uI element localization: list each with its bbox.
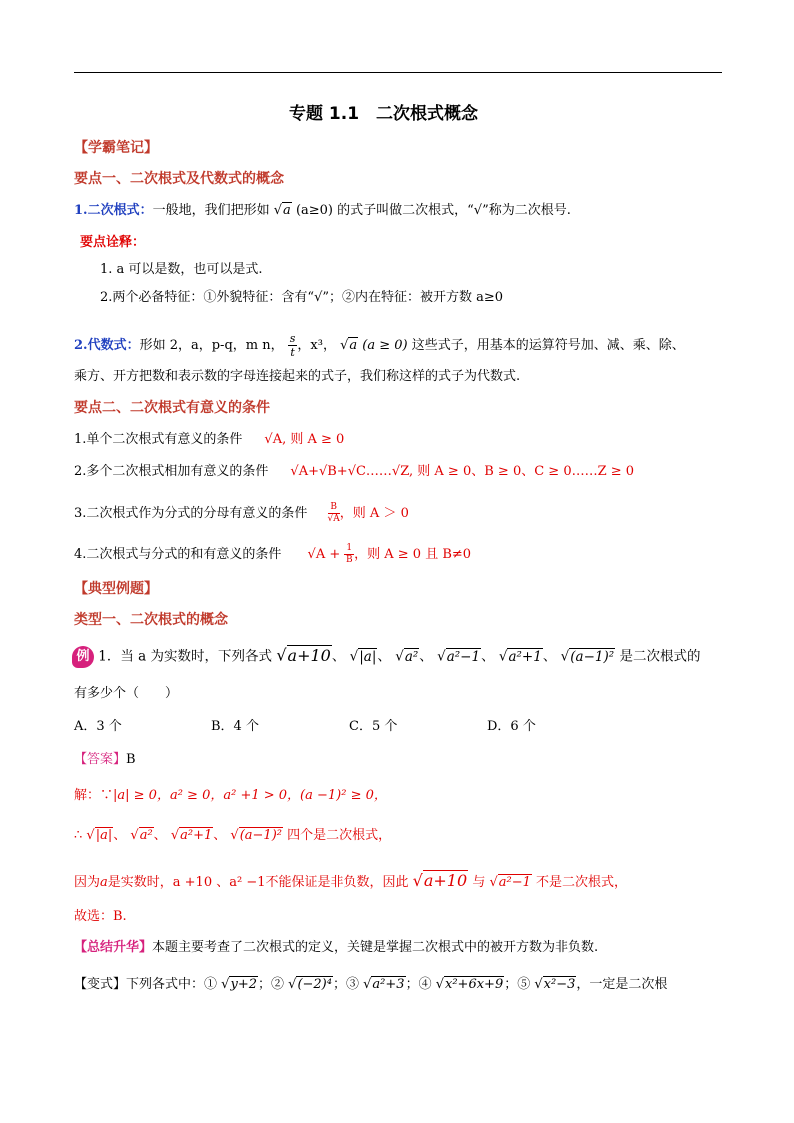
definition-1-text-c: ”称为二次根号. xyxy=(482,203,571,218)
condition-3-expr: ，则 A ＞ 0 xyxy=(339,506,409,521)
solution-line-2: ∴ √|a|、 √a²、 √a²+1、 √(a−1)² 四个是二次根式， xyxy=(74,828,392,843)
note-1: 1. a 可以是数，也可以是式. xyxy=(100,262,263,277)
explain-label: 要点诠释： xyxy=(80,235,146,250)
note-2: 2.两个必备特征：①外貌特征：含有“√”；②内在特征：被开方数 a≥0 xyxy=(100,290,504,305)
condition-4: 4.二次根式与分式的和有意义的条件 √A + $\frac{1}{B}$ ，则 A ≥ 0 且 B≠0 xyxy=(74,543,472,565)
condition-2-expr: √A+√B+√C……√Z, 则 A ≥ 0、B ≥ 0、C ≥ 0……Z ≥ 0 xyxy=(290,464,635,479)
definition-1-text: 一般地，我们把形如 xyxy=(152,203,270,218)
condition-1-expr: √A, 则 A ≥ 0 xyxy=(264,432,345,447)
type-1-heading: 类型一、二次根式的概念 xyxy=(74,612,228,628)
fraction-s-t: $\frac{s}{t}$ xyxy=(289,332,296,359)
fraction-b-sqrt-a: $\frac{B}{√A}$ xyxy=(327,502,340,524)
definition-2-label: 2.代数式： xyxy=(74,338,140,353)
answer-line xyxy=(74,753,136,766)
radical-symbol: √ xyxy=(473,203,483,218)
choose-line: 故选：B. xyxy=(74,909,127,924)
condition-3: 3.二次根式作为分式的分母有意义的条件 $\frac{B}{√A}$ ，则 A ＞ 0 xyxy=(74,502,409,524)
examples-header: 【典型例题】 xyxy=(74,581,158,597)
condition-2: 2.多个二次根式相加有意义的条件 √A+√B+√C……√Z, 则 A ≥ 0、B ≥ 0、C ≥ 0……Z ≥ 0 xyxy=(74,464,635,479)
option-a: A．3 个 xyxy=(74,719,122,734)
condition-4-expr: ，则 A ≥ 0 且 B≠0 xyxy=(354,547,472,562)
variant-label: 【变式】 xyxy=(74,977,127,992)
section-heading-2: 要点二、二次根式有意义的条件 xyxy=(74,400,270,416)
answer-label: 【答案】 xyxy=(74,752,127,767)
sqrt-expr: √a xyxy=(340,338,358,353)
definition-2: 2.代数式：形如 2，a，p-q，m n， $\frac{s}{t}$ ，x³， √a (a ≥ 0) 这些式子，用基本的运算符号加、减、乘、除、 xyxy=(74,332,685,359)
definition-1-text-b: 的式子叫做二次根式，“ xyxy=(337,203,474,218)
fraction-1-b: $\frac{1}{B}$ xyxy=(345,543,353,565)
summary-line: 【总结升华】本题主要考查了二次根式的定义，关键是掌握二次根式中的被开方数为非负数. xyxy=(74,940,599,955)
condition-1: 1.单个二次根式有意义的条件 √A, 则 A ≥ 0 xyxy=(74,432,345,447)
example-1-question: 例 1．当 a 为实数时，下列各式 √a+10、 √|a|、 √a²、 √a²−1、 √a²+1、 √(a−1)² 是二次根式的 xyxy=(72,646,700,668)
example-1-question-line-2: 有多少个（ ） xyxy=(74,686,179,701)
definition-1 xyxy=(74,204,571,217)
option-b: B．4 个 xyxy=(211,719,259,734)
sqrt-expr: √a xyxy=(273,203,291,218)
definition-2-line-2: 乘方、开方把数和表示数的字母连接起来的式子，我们称这样的式子为代数式. xyxy=(74,369,521,384)
example-badge-icon: 例 xyxy=(72,646,94,668)
definition-1-condition: (a≥0) xyxy=(295,203,333,218)
option-d: D．6 个 xyxy=(487,719,536,734)
page-title: 专题 1.1 二次根式概念 xyxy=(289,104,479,124)
header-rule xyxy=(74,72,722,73)
summary-label: 【总结升华】 xyxy=(74,940,153,955)
section-heading-1: 要点一、二次根式及代数式的概念 xyxy=(74,171,284,187)
solution-line-1: 解：∵|a| ≥ 0，a² ≥ 0，a² +1 > 0，(a −1)² ≥ 0， xyxy=(74,788,387,803)
solution-line-3: 因为a是实数时，a +10 、a² −1不能保证是非负数，因此 √a+10 与 √a²−1 不是二次根式， xyxy=(74,871,628,890)
answer-value: B xyxy=(126,752,136,767)
option-c: C．5 个 xyxy=(349,719,398,734)
variant-line: 【变式】下列各式中：① √y+2；② √(−2)⁴；③ √a²+3；④ √x²+6x+9；⑤ √x²−3，一定是二次根 xyxy=(74,977,668,992)
definition-1-label: 1.二次根式： xyxy=(74,203,153,218)
radical-symbol: √ xyxy=(314,290,323,305)
notes-header: 【学霸笔记】 xyxy=(74,140,158,156)
